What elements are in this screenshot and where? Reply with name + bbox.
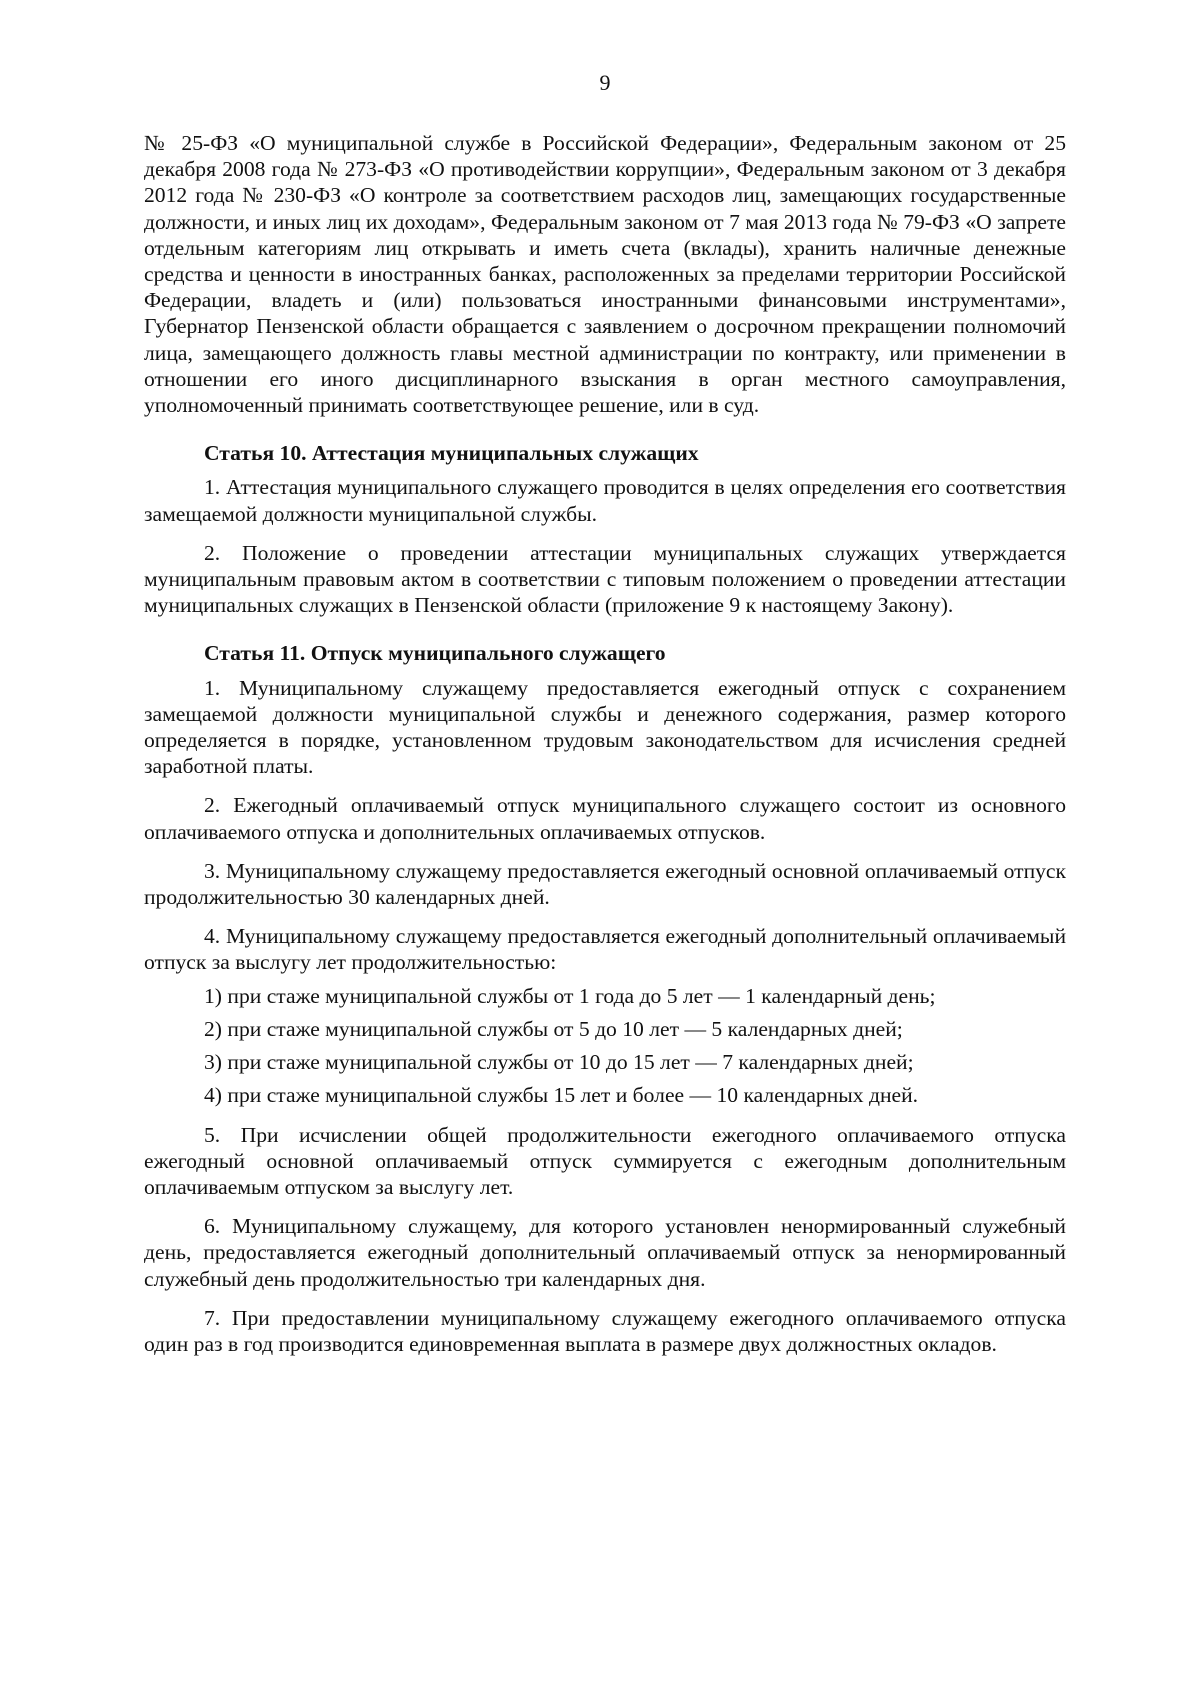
list-item: 4) при стаже муниципальной службы 15 лет и более — 10 календарных дней. [204,1083,919,1108]
article-11-paragraph-4: 4. Муниципальному служащему предоставляется ежегодный дополнительный оплачиваемый отпуск за выслугу лет продолжительностью: [144,924,1066,975]
list-item: 3) при стаже муниципальной службы от 10 до 15 лет — 7 календарных дней; [204,1050,914,1075]
article-11-paragraph-1: 1. Муниципальному служащему предоставляется ежегодный отпуск с сохранением замещаемой должности муниципальной службы и денежного содержания, размер которого определяется в порядке, установленном трудовым законодательством для исчисления средней заработной платы. [144,675,1066,779]
article-11-paragraph-3: 3. Муниципальному служащему предоставляется ежегодный основной оплачиваемый отпуск продолжительностью 30 календарных дней. [144,858,1066,910]
list-item: 2) при стаже муниципальной службы от 5 до 10 лет — 5 календарных дней; [204,1016,903,1041]
article-11-heading: Статья 11. Отпуск муниципального служащего [204,641,666,666]
intro-paragraph: № 25-ФЗ «О муниципальной службе в Российской Федерации», Федеральным законом от 25 декабря 2008 года № 273-ФЗ «О противодействии коррупции», Федеральным законом от 3 декабря 2012 года № 230-ФЗ «О контроле за соответствием расходов лиц, замещающих государственные должности, и иных лиц их доходам», Федеральным законом от 7 мая 2013 года № 79-ФЗ «О запрете отдельным категориям лиц открывать и иметь счета (вклады), хранить наличные денежные средства и ценности в иностранных банках, расположенных за пределами территории Российской Федерации, владеть и (или) пользоваться иностранными финансовыми инструментами», Губернатор Пензенской области обращается с заявлением о досрочном прекращении полномочий лица, замещающего должность главы местной администрации по контракту, или применении в отношении его иного дисциплинарного взыскания в орган местного самоуправления, уполномоченный принимать соответствующее решение, или в суд. [144,131,1066,418]
article-11-paragraph-2: 2. Ежегодный оплачиваемый отпуск муниципального служащего состоит из основного оплачиваемого отпуска и дополнительных оплачиваемых отпусков. [144,793,1066,844]
article-10-paragraph-2: 2. Положение о проведении аттестации муниципальных служащих утверждается муниципальным правовым актом в соответствии с типовым положением о проведении аттестации муниципальных служащих в Пензенской области (приложение 9 к настоящему Закону). [144,540,1066,618]
list-item: 1) при стаже муниципальной службы от 1 года до 5 лет — 1 календарный день; [204,983,936,1008]
article-10-heading: Статья 10. Аттестация муниципальных служащих [204,441,699,466]
article-11-paragraph-5: 5. При исчислении общей продолжительности ежегодного оплачиваемого отпуска ежегодный основной оплачиваемый отпуск суммируется с ежегодным дополнительным оплачиваемым отпуском за выслугу лет. [144,1122,1066,1199]
document-page [144,70,1066,1357]
article-11-paragraph-7: 7. При предоставлении муниципальному служащему ежегодного оплачиваемого отпуска один раз в год производится единовременная выплата в размере двух должностных окладов. [144,1305,1066,1356]
article-10-paragraph-1: 1. Аттестация муниципального служащего проводится в целях определения его соответствия замещаемой должности муниципальной службы. [144,475,1066,526]
article-11-paragraph-6: 6. Муниципальному служащему, для которого установлен ненормированный служебный день, предоставляется ежегодный дополнительный оплачиваемый отпуск за ненормированный служебный день продолжительностью три календарных дня. [144,1214,1066,1291]
page-number: 9 [599,70,611,95]
